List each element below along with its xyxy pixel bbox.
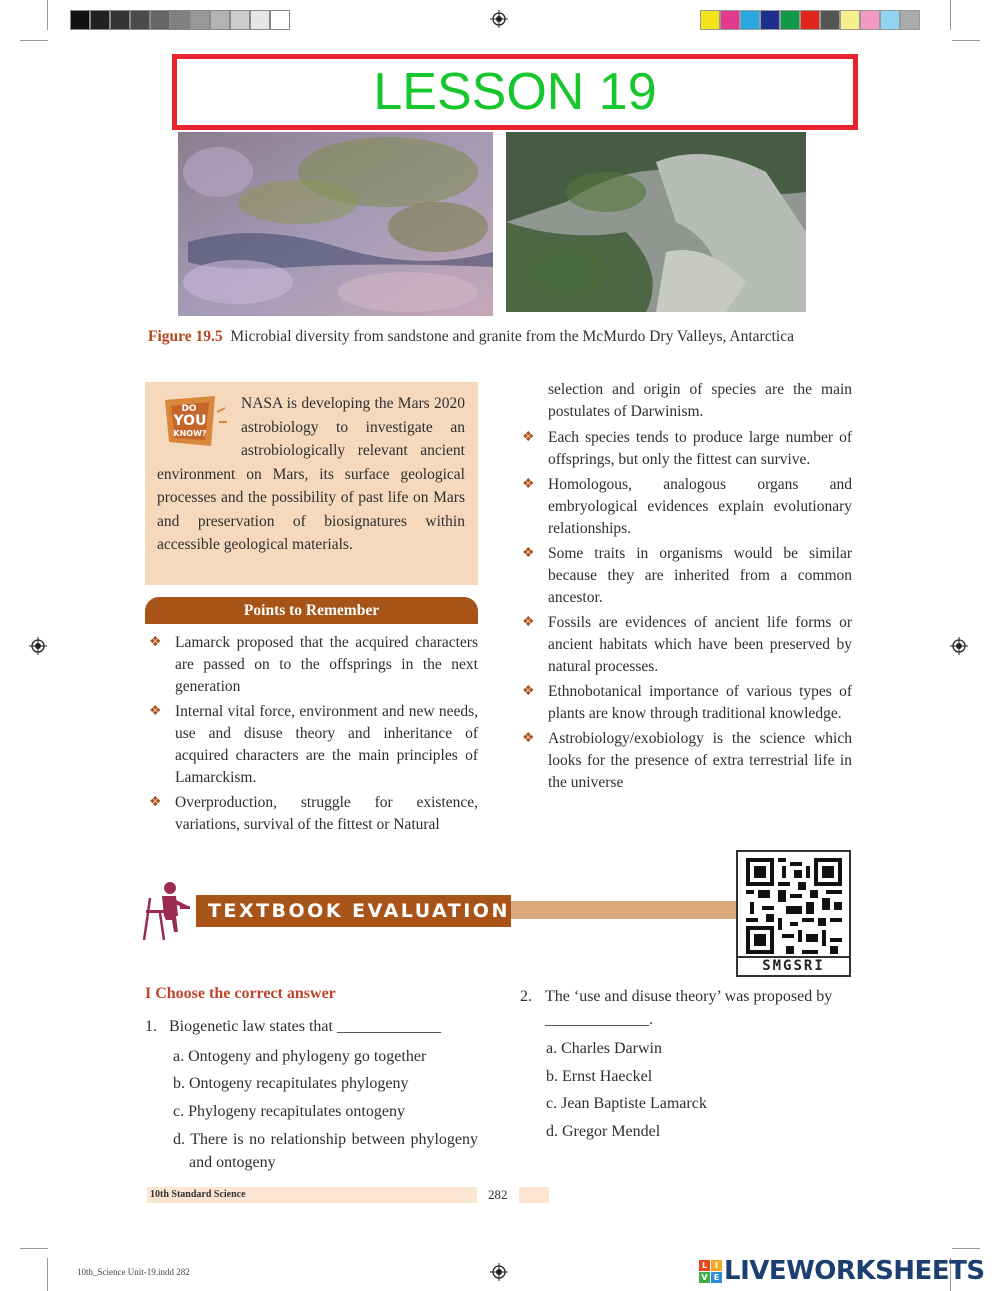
figure-label: Figure 19.5 [148,328,223,345]
liveworksheets-logo-icon: L I V E [699,1260,722,1283]
liveworksheets-text: LIVEWORKSHEETS [724,1256,985,1286]
crop-mark [20,1248,48,1249]
crop-mark [47,0,48,30]
crop-mark [950,0,951,30]
bullet-icon: ❖ [522,731,535,746]
registration-mark-icon [490,10,508,28]
textbook-evaluation-header: TEXTBOOK EVALUATION [196,895,511,927]
points-right-continuation: selection and origin of species are the main postulates of Darwinism. [548,381,852,420]
figure-caption [148,328,794,346]
list-item: ❖ Some traits in organisms would be similar because they are inherited from a common ancestor. [522,545,852,606]
grayscale-bar [70,10,290,30]
question-1-option-b[interactable]: b. Ontogeny recapitulates phylogeny [173,1075,409,1092]
evaluation-rule [510,901,740,919]
file-slug: 10th_Science Unit-19.indd 282 [77,1267,190,1277]
page-tab [519,1187,549,1203]
question-1-option-a[interactable]: a. Ontogeny and phylogeny go together [173,1048,427,1065]
bullet-icon: ❖ [522,430,535,445]
crop-mark [952,1248,980,1249]
question-2-number: 2. [520,988,532,1005]
crop-mark [47,1258,48,1291]
did-you-know-box [145,382,478,585]
list-item: ❖ Astrobiology/exobiology is the science which looks for the presence of extra terrestrial life in the universe [522,730,852,791]
question-2-text: The ‘use and disuse theory’ was proposed by _____________. [545,988,833,1028]
bullet-icon: ❖ [149,704,162,719]
registration-mark-icon [950,637,968,655]
registration-mark-icon [490,1263,508,1281]
qr-code[interactable] [736,850,851,977]
figure-caption-text: Microbial diversity from sandstone and granite from the McMurdo Dry Valleys, Antarctica [230,328,794,345]
bullet-icon: ❖ [149,635,162,650]
list-item: ❖ Overproduction, struggle for existence, variations, survival of the fittest or Natural [149,794,478,833]
bullet-icon: ❖ [522,615,535,630]
did-you-know-text: NASA is developing the Mars 2020 astrobiology to investigate an astrobiologically relevant ancient environment on Mars, its surface geological processes and the possibility of past life on Mars and preservation of biosignatures within accessible geological materials. [157,395,465,553]
page-number: 282 [488,1187,508,1202]
color-calibration-bar [700,10,920,30]
qr-code-icon [746,858,842,954]
lesson-banner [172,54,858,130]
lesson-title: LESSON 19 [373,63,657,121]
granite-photo [506,132,806,312]
list-item: ❖ Lamarck proposed that the acquired characters are passed on to the offsprings in the next generation [149,634,478,695]
question-2-option-a[interactable]: a. Charles Darwin [546,1040,662,1057]
section-heading: I Choose the correct answer [145,985,336,1002]
list-item: ❖ Each species tends to produce large number of offsprings, but only the fittest can survive. [522,429,852,468]
list-item: ❖ Internal vital force, environment and new needs, use and disuse theory and inheritance of acquired characters are the main principles of Lamarckism. [149,703,478,786]
footer-label: 10th Standard Science [150,1189,246,1200]
list-item: ❖ Fossils are evidences of ancient life forms or ancient habitats which have been preserved by natural processes. [522,614,852,675]
points-right-list [520,427,852,797]
question-2-option-c[interactable]: c. Jean Baptiste Lamarck [546,1095,707,1112]
question-1-text: Biogenetic law states that _____________ [169,1018,441,1035]
qr-code-label: SMGSRI [738,956,849,974]
sandstone-photo [178,132,493,316]
list-item: ❖ Ethnobotanical importance of various types of plants are know through traditional knowledge. [522,683,852,722]
bullet-icon: ❖ [522,684,535,699]
bullet-icon: ❖ [522,546,535,561]
badge-know: KNOW? [173,429,207,438]
crop-mark [20,40,48,41]
list-item: ❖ Homologous, analogous organs and embryological evidences explain evolutionary relationships. [522,476,852,537]
question-1-option-d[interactable]: d. There is no relationship between phylogeny and ontogeny [173,1131,478,1171]
student-desk-icon [142,880,192,942]
points-left-list [147,632,478,839]
question-1-number: 1. [145,1018,157,1035]
bullet-icon: ❖ [522,477,535,492]
badge-you: YOU [173,413,207,429]
registration-mark-icon [29,637,47,655]
liveworksheets-logo[interactable] [699,1256,985,1286]
question-2-option-b[interactable]: b. Ernst Haeckel [546,1068,653,1085]
question-2-option-d[interactable]: d. Gregor Mendel [546,1123,661,1140]
question-1-option-c[interactable]: c. Phylogeny recapitulates ontogeny [173,1103,405,1120]
bullet-icon: ❖ [149,795,162,810]
crop-mark [952,40,980,41]
points-to-remember-header: Points to Remember [145,597,478,624]
badge-do: DO [181,404,197,414]
